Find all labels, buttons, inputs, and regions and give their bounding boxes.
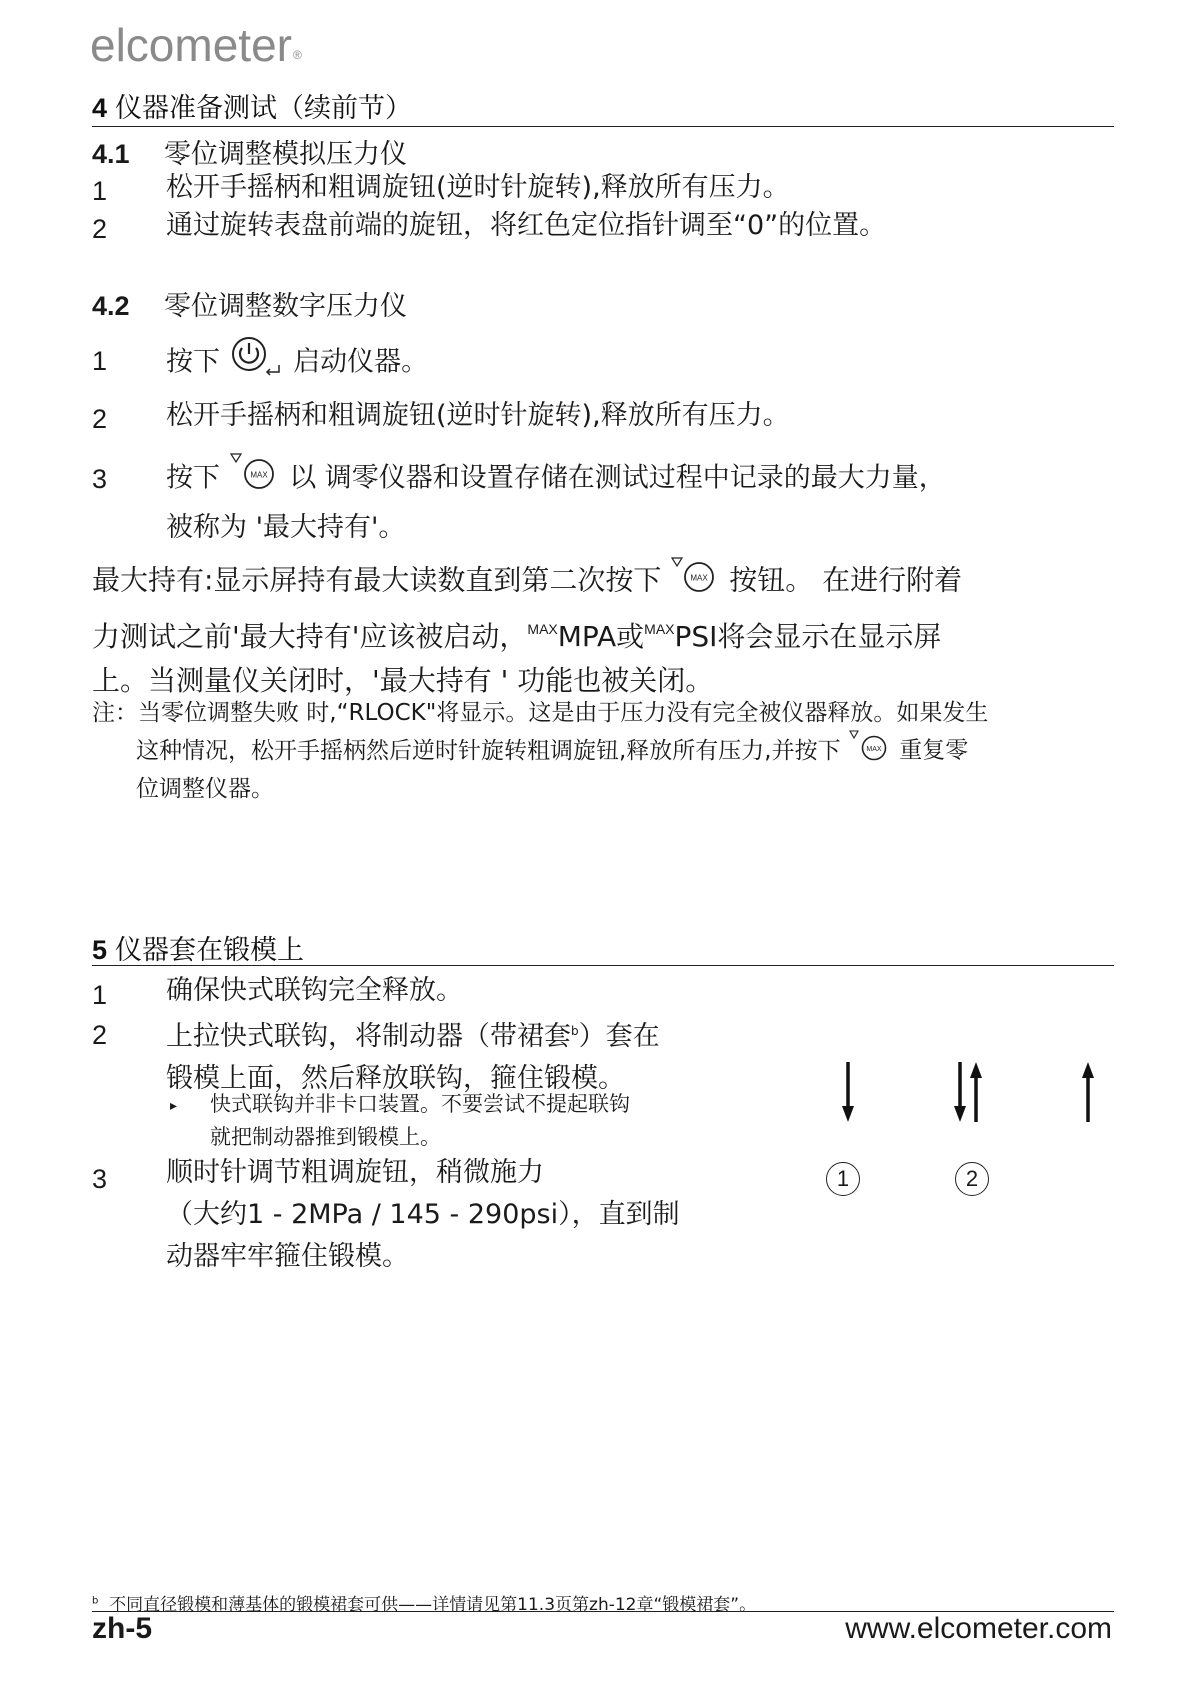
max-button-icon bbox=[848, 730, 892, 772]
svg-text:MAX: MAX bbox=[866, 746, 882, 753]
step-text: 通过旋转表盘前端的旋钮，将红色定位指针调至“0”的位置。 bbox=[166, 210, 887, 241]
elcometer-logo: elcometer® bbox=[90, 19, 302, 71]
step-number: 3 bbox=[92, 1164, 108, 1194]
subsection-4-1-title: 4.1 零位调整模拟压力仪 bbox=[92, 139, 407, 170]
step-text: 顺时针调节粗调旋钮，稍微施力 （大约1 - 2MPa / 145 - 290psi），直到制 动器牢牢箍住锻模。 bbox=[166, 1157, 680, 1272]
step-number: 2 bbox=[92, 404, 108, 434]
power-button-icon bbox=[229, 334, 285, 392]
section-5-rule bbox=[92, 965, 1114, 966]
step-text: 按下 MAX 以 调零仪器和设置存储在测试过程中记录的最大力量， 被称为 '最大持有'。 bbox=[166, 452, 946, 550]
max-button-icon bbox=[229, 452, 281, 506]
figure-label-2: 2 bbox=[955, 1162, 989, 1196]
step-number: 1 bbox=[92, 176, 108, 206]
page-number: zh-5 bbox=[92, 1612, 152, 1645]
down-arrow-icon bbox=[838, 1060, 858, 1128]
step-number: 1 bbox=[92, 346, 108, 376]
section-5-heading: 5 仪器套在锻模上 bbox=[92, 935, 305, 966]
step-text: 松开手摇柄和粗调旋钮(逆时针旋转),释放所有压力。 bbox=[166, 400, 790, 431]
step-text: 确保快式联钩完全释放。 bbox=[166, 975, 463, 1006]
note-paragraph: 注：当零位调整失败 时,“RLOCK"将显示。这是由于压力没有完全被仪器释放。如果发生 这种情况，松开手摇柄然后逆时针旋转粗调旋钮,释放所有压力,并按下 MAX 重复零 位调整仪器。 bbox=[92, 700, 989, 802]
bullet-arrow-icon: ▸ bbox=[170, 1098, 178, 1114]
up-arrow-icon bbox=[1078, 1060, 1098, 1128]
step-number: 3 bbox=[92, 464, 108, 494]
step-text: 松开手摇柄和粗调旋钮(逆时针旋转),释放所有压力。 bbox=[166, 172, 790, 203]
max-button-icon bbox=[670, 556, 720, 607]
step-text: 按下 启动仪器。 bbox=[166, 334, 428, 392]
step-text: 上拉快式联钩，将制动器（带裙套$^b$）套在 锻模上面，然后释放联钩，箍住锻模。 bbox=[166, 1021, 660, 1094]
svg-text:MAX: MAX bbox=[690, 573, 709, 583]
step-number: 2 bbox=[92, 214, 108, 244]
bullet-text: 快式联钩并非卡口装置。不要尝试不提起联钩 就把制动器推到锻模上。 bbox=[210, 1092, 630, 1149]
down-up-arrows-icon bbox=[950, 1060, 986, 1128]
step-number: 2 bbox=[92, 1020, 108, 1050]
section-4-rule bbox=[92, 126, 1114, 127]
max-hold-paragraph: 最大持有:显示屏持有最大读数直到第二次按下 MAX 按钮。 在进行附着 力测试之前'最大持有'应该被启动，$^{MAX}$MPA或$^{MAX}$PSI将会显示在显示屏 上。当测量仪关闭时，'最大持有 ' 功能也被关闭。 bbox=[92, 556, 1117, 703]
step-number: 1 bbox=[92, 980, 108, 1010]
subsection-4-2-title: 4.2 零位调整数字压力仪 bbox=[92, 291, 407, 322]
svg-text:MAX: MAX bbox=[249, 470, 268, 480]
figure-label-1: 1 bbox=[826, 1162, 860, 1196]
section-4-heading: 4 仪器准备测试（续前节） bbox=[92, 93, 413, 124]
website-link[interactable]: www.elcometer.com bbox=[845, 1612, 1112, 1645]
footnote: $^b$ 不同直径锻模和薄基体的锻模裙套可供——详情请见第11.3页第zh-12章“锻模裙套”。 bbox=[92, 1595, 757, 1615]
